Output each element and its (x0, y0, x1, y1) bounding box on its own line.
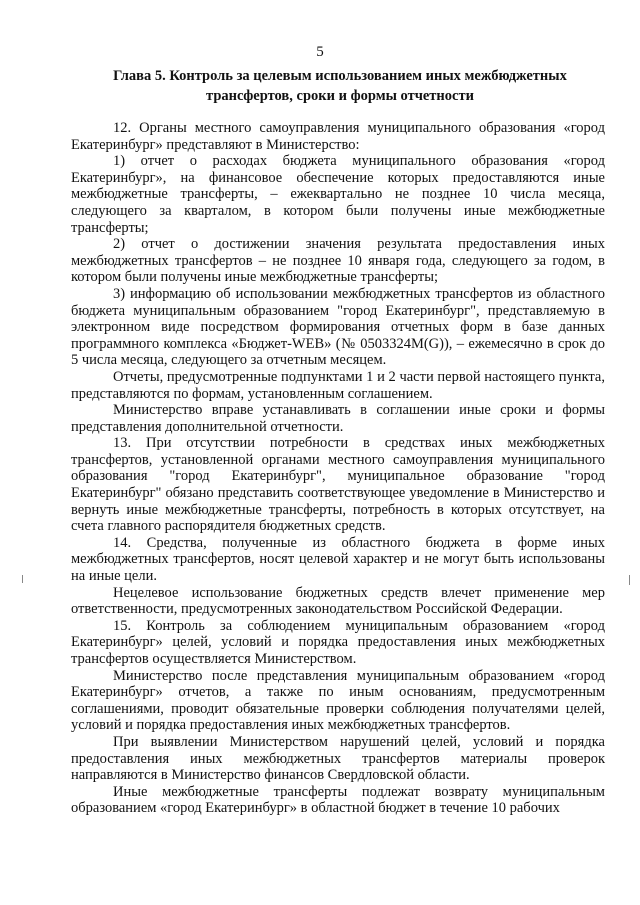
scan-mark-right (629, 575, 630, 585)
paragraph-item-13: 13. При отсутствии потребности в средствах иных межбюджетных трансфертов, установленной органами местного самоуправления муниципального образования "город Екатеринбург", муниципальное образование "город Екатеринбург" обязано представить соответствующее уведомление в Министерство и вернуть иные межбюджетные трансферты, потребность в которых отсутствует, на счета главного распорядителя бюджетных средств. (71, 435, 605, 535)
paragraph-reports-forms: Отчеты, предусмотренные подпунктами 1 и 2 части первой настоящего пункта, представляются по формам, установленным соглашением. (71, 368, 605, 402)
paragraph-additional-reporting: Министерство вправе устанавливать в соглашении иные сроки и формы представления дополнительной отчетности. (71, 402, 605, 435)
paragraph-item-14: 14. Средства, полученные из областного бюджета в форме иных межбюджетных трансфертов, носят целевой характер и не могут быть использованы на иные цели. (71, 534, 605, 585)
paragraph-violations: При выявлении Министерством нарушений целей, условий и порядка предоставления иных межбюджетных трансфертов материалы проверок направляются в Министерство финансов Свердловской области. (71, 733, 605, 784)
chapter-heading-line-2: трансфертов, сроки и формы отчетности (206, 88, 474, 104)
paragraph-subitem-2: 2) отчет о достижении значения результата предоставления иных межбюджетных трансфертов – не позднее 10 января года, следующего за годом, в котором были получены иные межбюджетные трансферты; (71, 236, 605, 286)
paragraph-item-12: 12. Органы местного самоуправления муниципального образования «город Екатеринбург» представляют в Министерство: (71, 120, 605, 153)
page-number: 5 (316, 44, 324, 60)
paragraph-inspections: Министерство после представления муниципальным образованием «город Екатеринбург» отчетов, а также по иным основаниям, предусмотренным соглашениями, проводит обязательные проверки соблюдения получателями целей, условий и порядка предоставления иных межбюджетных трансфертов. (71, 667, 605, 734)
paragraph-item-15: 15. Контроль за соблюдением муниципальным образованием «город Екатеринбург» целей, условий и порядка предоставления иных межбюджетных трансфертов осуществляется Министерством. (71, 617, 605, 667)
paragraph-subitem-1: 1) отчет о расходах бюджета муниципального образования «город Екатеринбург», на финансовое обеспечение которых предоставляются иные межбюджетные трансферты, – ежеквартально не позднее 10 числа месяца, следующего за кварталом, в котором были получены иные межбюджетные трансферты; (71, 153, 605, 236)
chapter-heading (70, 66, 610, 106)
chapter-heading-line-1: Глава 5. Контроль за целевым использованием иных межбюджетных (113, 68, 567, 84)
paragraph-refund: Иные межбюджетные трансферты подлежат возврату муниципальным образованием «город Екатеринбург» в областной бюджет в течение 10 рабочих (71, 783, 605, 817)
paragraph-misuse-liability: Нецелевое использование бюджетных средств влечет применение мер ответственности, предусмотренных законодательством Российской Федерации. (71, 584, 605, 618)
scan-mark-left (22, 575, 23, 583)
paragraph-subitem-3: 3) информацию об использовании межбюджетных трансфертов из областного бюджета муниципальным образованием "город Екатеринбург", представляемую в электронном виде посредством формирования отчетных форм в базе данных программного комплекса «Бюджет-WEB» (№ 0503324M(G)), – ежемесячно в срок до 5 числа месяца, следующего за отчетным месяцем. (71, 285, 605, 369)
document-body (71, 120, 605, 817)
